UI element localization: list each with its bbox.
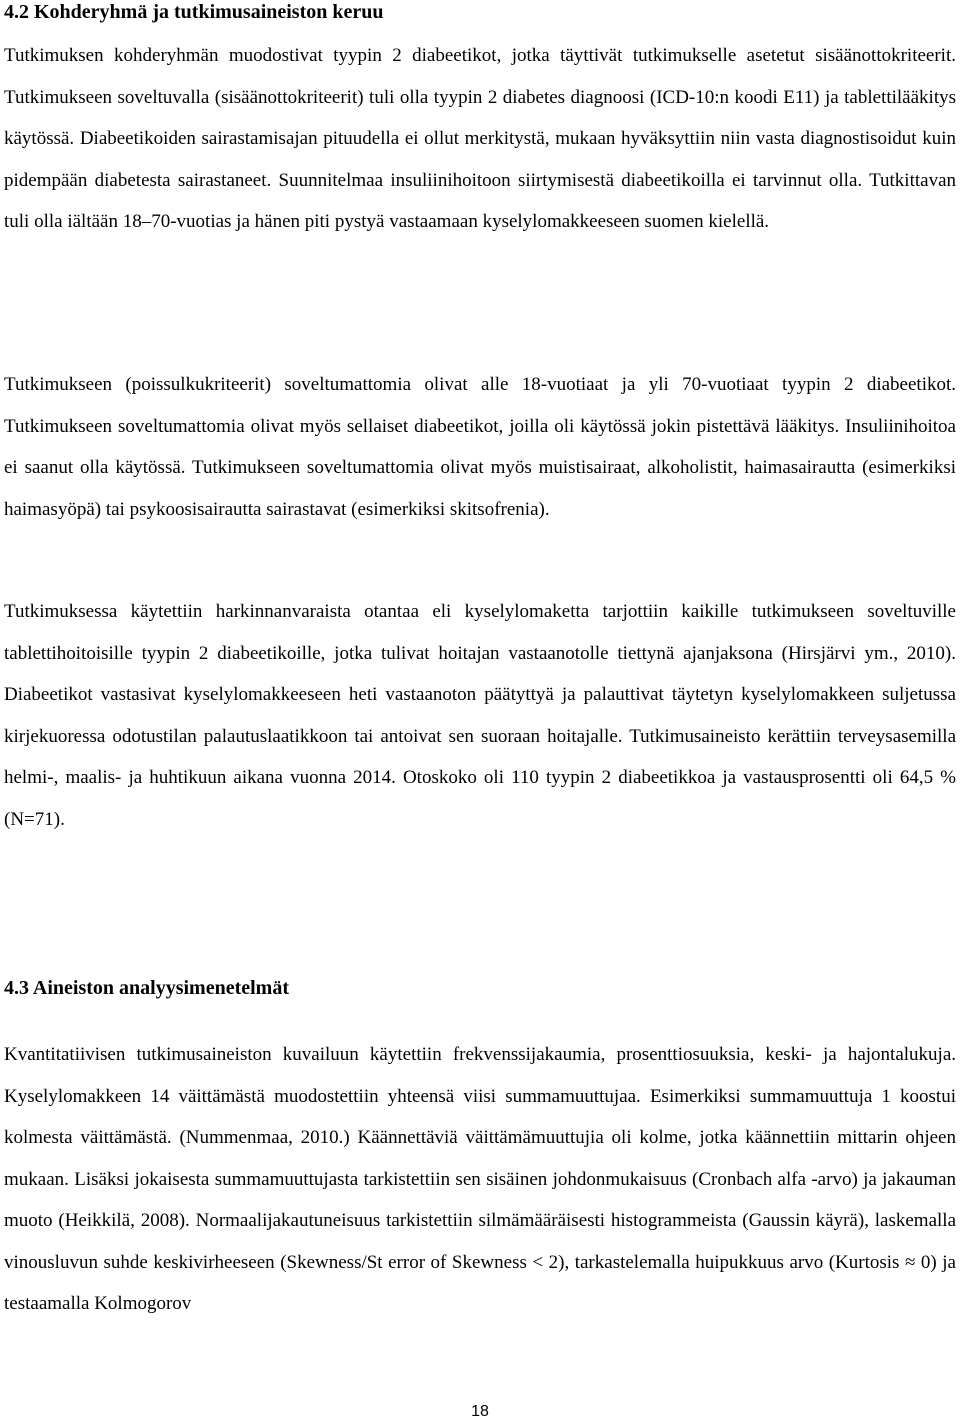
section-heading-4-2: 4.2 Kohderyhmä ja tutkimusaineiston keruu	[4, 1, 384, 23]
paragraph-exclusion-criteria: Tutkimukseen (poissulkukriteerit) soveltumattomia olivat alle 18-vuotiaat ja yli 70-vuotiaat tyypin 2 diabeetikot. Tutkimukseen soveltumattomia olivat myös sellaiset diabeetikot, joilla oli käytössä jokin pistettävä lääkitys. Insuliinihoitoa ei saanut olla käytössä. Tutkimukseen soveltumattomia olivat myös muistisairaat, alkoholistit, haimasairautta (esimerkiksi haimasyöpä) tai psykoosisairautta sairastavat (esimerkiksi skitsofrenia).	[4, 374, 956, 520]
section-heading-4-3: 4.3 Aineiston analyysimenetelmät	[4, 977, 289, 999]
paragraph-sampling: Tutkimuksessa käytettiin harkinnanvaraista otantaa eli kyselylomaketta tarjottiin kaikille tutkimukseen soveltuville tablettihoitoisille tyypin 2 diabeetikoille, jotka tulivat hoitajan vastaanotolle tiettynä ajanjaksona (Hirsjärvi ym., 2010). Diabeetikot vastasivat kyselylomakkeeseen heti vastaanoton päätyttyä ja palauttivat täytetyn kyselylomakkeen suljetussa kirjekuoressa odotustilan palautuslaatikkoon tai antoivat sen suoraan hoitajalle. Tutkimusaineisto kerättiin terveysasemilla helmi-, maalis- ja huhtikuun aikana vuonna 2014. Otoskoko oli 110 tyypin 2 diabeetikkoa ja vastausprosentti oli 64,5 % (N=71).	[4, 601, 956, 830]
paragraph-target-group: Tutkimuksen kohderyhmän muodostivat tyypin 2 diabeetikot, jotka täyttivät tutkimukselle asetetut sisäänottokriteerit. Tutkimukseen soveltuvalla (sisäänottokriteerit) tuli olla tyypin 2 diabetes diagnoosi (ICD-10:n koodi E11) ja tablettilääkitys käytössä. Diabeetikoiden sairastamisajan pituudella ei ollut merkitystä, mukaan hyväksyttiin niin vasta diagnostisoidut kuin pidempään diabetesta sairastaneet. Suunnitelmaa insuliinihoitoon siirtymisestä diabeetikoilla ei tarvinnut olla. Tutkittavan tuli olla iältään 18–70-vuotias ja hänen piti pystyä vastaamaan kyselylomakkeeseen suomen kielellä.	[4, 45, 956, 232]
page-number: 18	[471, 1403, 489, 1420]
paragraph-analysis-methods: Kvantitatiivisen tutkimusaineiston kuvailuun käytettiin frekvenssijakaumia, prosenttiosuuksia, keski- ja hajontalukuja. Kyselylomakkeen 14 väittämästä muodostettiin yhteensä viisi summamuuttujaa. Esimerkiksi summamuuttuja 1 koostui kolmesta väittämästä. (Nummenmaa, 2010.) Käännettäviä väittämämuuttujia oli kolme, jotka käännettiin mittarin ohjeen mukaan. Lisäksi jokaisesta summamuuttujasta tarkistettiin sen sisäinen johdonmukaisuus (Cronbach alfa -arvo) ja jakauman muoto (Heikkilä, 2008). Normaalijakautuneisuus tarkistettiin silmämääräisesti histogrammeista (Gaussin käyrä), laskemalla vinousluvun suhde keskivirheeseen (Skewness/St error of Skewness < 2), tarkastelemalla huipukkuus arvo (Kurtosis ≈ 0) ja testaamalla Kolmogorov	[4, 1044, 956, 1314]
